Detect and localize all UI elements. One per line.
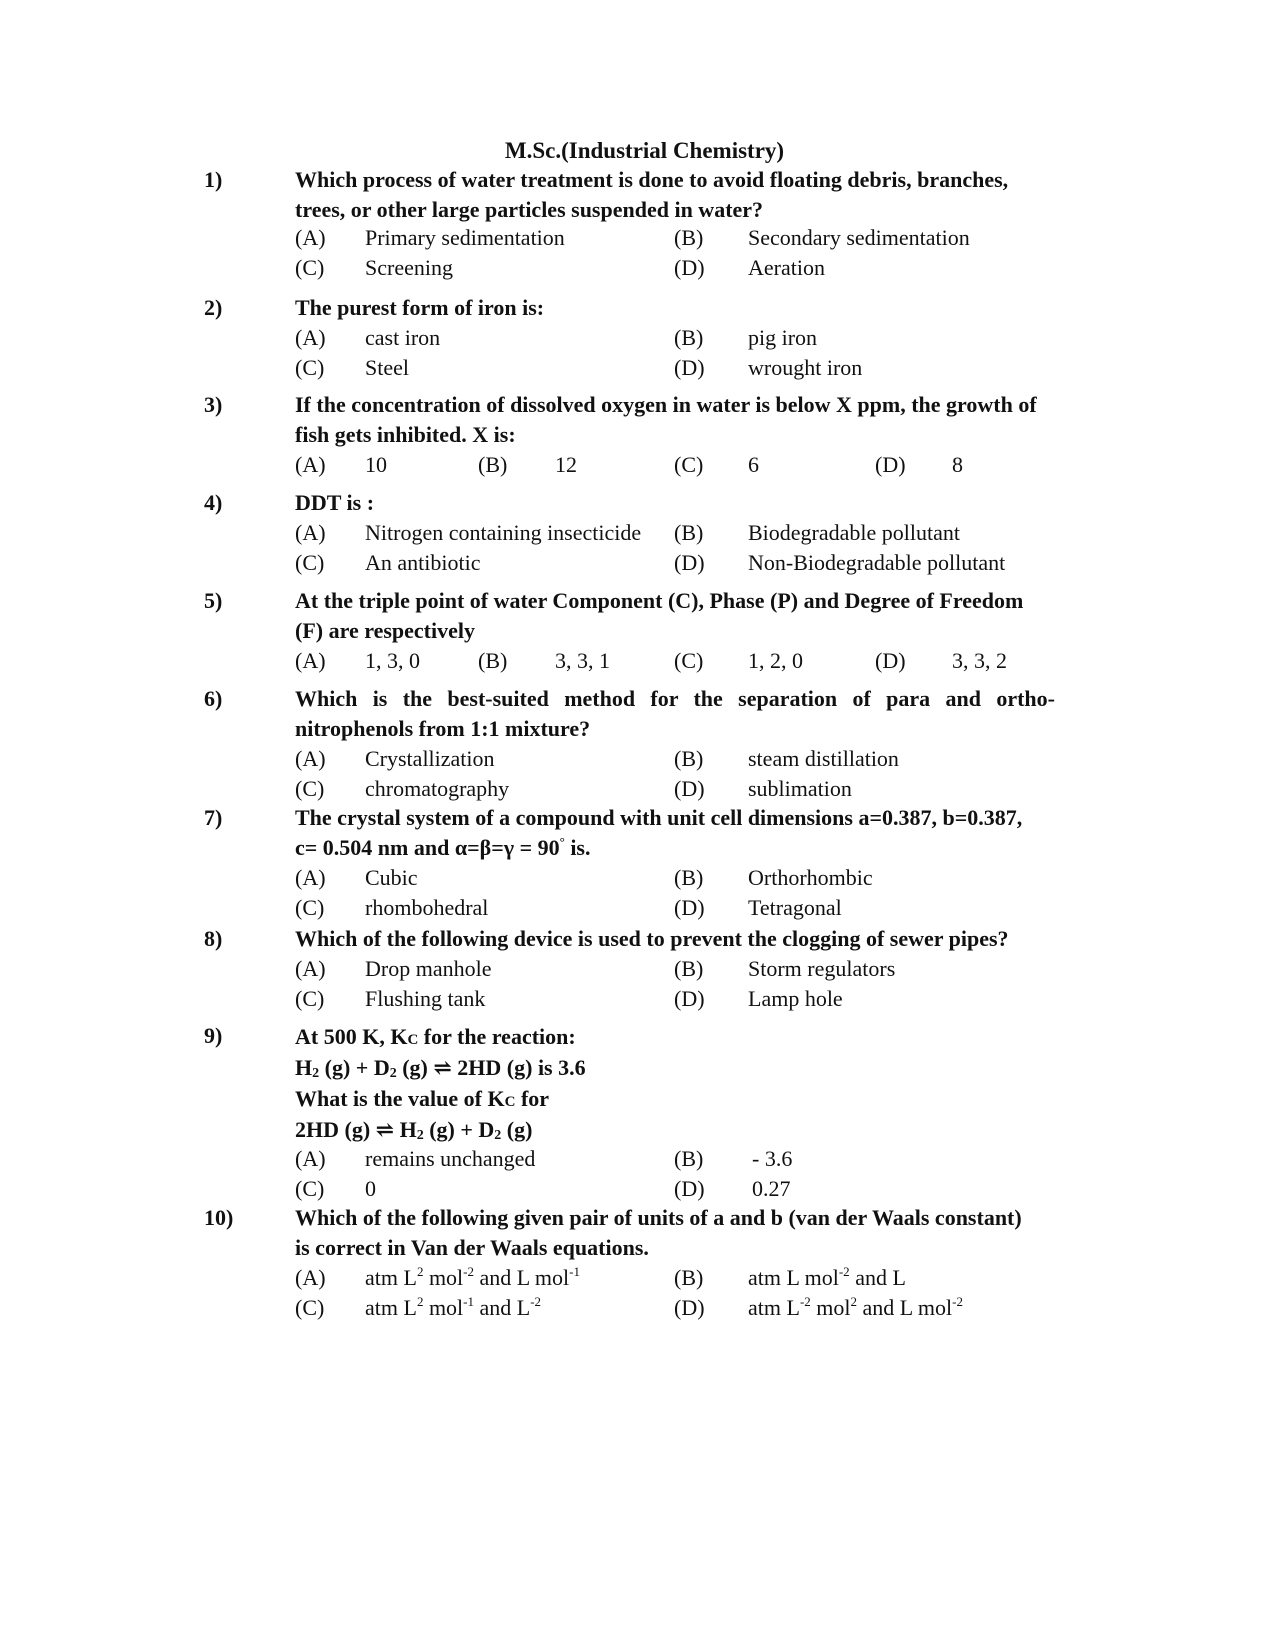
option-text: pig iron [748, 325, 818, 350]
stem-text: What is the value of K [295, 1086, 505, 1111]
option-text: Aeration [748, 255, 825, 280]
option-label: (A) [295, 225, 326, 250]
stem-text: is. [564, 835, 591, 860]
option-label: (D) [674, 895, 705, 920]
stem-text: for the reaction: [418, 1024, 576, 1049]
page-title: M.Sc.(Industrial Chemistry) [504, 138, 785, 163]
option-text: cast iron [365, 325, 441, 350]
question-stem [295, 803, 1055, 863]
stem-line [295, 1083, 1055, 1114]
option-text: Flushing tank [365, 986, 486, 1011]
question-number: 6) [204, 686, 223, 711]
question-number: 3) [204, 392, 223, 417]
option-text: 0.27 [752, 1176, 791, 1201]
stem-text: for [515, 1086, 550, 1111]
option-text: Lamp hole [748, 986, 843, 1011]
stem-line: nitrophenols from 1:1 mixture? [295, 716, 591, 741]
option-text: Tetragonal [748, 895, 842, 920]
option-label: (B) [674, 1265, 704, 1290]
option-label: (A) [295, 520, 326, 545]
option-label: (D) [674, 255, 705, 280]
option-label: (C) [295, 986, 325, 1011]
question-number: 1) [204, 167, 223, 192]
option-label: (D) [875, 452, 906, 477]
option-label: (C) [295, 255, 325, 280]
option-text: atm L mol$^{-2}$ and L [748, 1264, 906, 1290]
option-text: 12 [555, 452, 577, 477]
option-text: wrought iron [748, 355, 863, 380]
option-label: (D) [674, 986, 705, 1011]
question-stem [295, 1203, 1055, 1263]
stem-line: Which of the following device is used to prevent the clogging of sewer pipes? [295, 926, 1009, 951]
option-text: Biodegradable pollutant [748, 520, 960, 545]
option-label: (D) [674, 355, 705, 380]
option-text: 0 [365, 1176, 376, 1201]
question-number: 5) [204, 588, 223, 613]
question-number: 7) [204, 805, 223, 830]
option-text: Screening [365, 255, 453, 280]
option-label: (C) [295, 550, 325, 575]
question-stem [295, 165, 1055, 225]
option-label: (B) [674, 520, 704, 545]
option-text: Orthorhombic [748, 865, 873, 890]
option-label: (C) [295, 776, 325, 801]
stem-text: (g) + D [423, 1117, 495, 1142]
option-text: atm $L^2$ mol$^{-1}$ and $L^{-2}$ [365, 1294, 542, 1320]
option-label: (A) [295, 1146, 326, 1171]
option-label: (B) [478, 452, 508, 477]
option-text: steam distillation [748, 746, 899, 771]
option-label: (B) [674, 865, 704, 890]
option-label: (D) [674, 1176, 705, 1201]
option-text: 8 [952, 452, 963, 477]
option-text: rhombohedral [365, 895, 489, 920]
option-label: (D) [674, 550, 705, 575]
stem-line: At the triple point of water Component (C), Phase (P) and Degree of Freedom [295, 588, 1024, 613]
option-text: 3, 3, 1 [555, 648, 610, 673]
option-label: (B) [674, 746, 704, 771]
option-text: 1, 3, 0 [365, 648, 420, 673]
option-text: 10 [365, 452, 387, 477]
stem-line [295, 833, 1055, 863]
option-label: (D) [674, 776, 705, 801]
stem-line [295, 1021, 1055, 1052]
option-text: - 3.6 [752, 1146, 793, 1171]
option-text: chromatography [365, 776, 510, 801]
option-label: (A) [295, 746, 326, 771]
reaction-equation [295, 1052, 1055, 1083]
option-text: Cubic [365, 865, 418, 890]
question-stem [295, 684, 1055, 744]
stem-text: 2HD (g) ⇌ H [295, 1117, 417, 1142]
stem-text: H [295, 1055, 313, 1080]
stem-line: The crystal system of a compound with unit cell dimensions a=0.387, b=0.387, [295, 805, 1023, 830]
option-text: Non-Biodegradable pollutant [748, 550, 1006, 575]
option-text: Drop manhole [365, 956, 492, 981]
option-label: (C) [295, 1176, 325, 1201]
option-label: (B) [674, 956, 704, 981]
subscript: C [504, 1094, 516, 1110]
option-text: 1, 2, 0 [748, 648, 803, 673]
stem-line: (F) are respectively [295, 618, 475, 643]
stem-text: (g) [501, 1117, 533, 1142]
stem-line: The purest form of iron is: [295, 295, 545, 320]
stem-text: c= 0.504 nm and α=β=γ = 90 [295, 835, 560, 860]
question-number: 9) [204, 1023, 223, 1048]
option-label: (C) [295, 895, 325, 920]
subscript: 2 [416, 1128, 424, 1143]
option-label: (A) [295, 325, 326, 350]
option-text: 6 [748, 452, 759, 477]
stem-line: Which is the best-suited method for the separation of para and ortho- [295, 686, 1055, 711]
option-text: sublimation [748, 776, 852, 801]
stem-line: fish gets inhibited. X is: [295, 422, 516, 447]
subscript: 2 [494, 1128, 502, 1143]
stem-text: (g) ⇌ 2HD (g) is 3.6 [396, 1055, 586, 1080]
option-text: Nitrogen containing insecticide [365, 520, 642, 545]
question-stem [295, 390, 1055, 450]
question-stem [295, 924, 1055, 954]
option-label: (C) [295, 355, 325, 380]
stem-line: DDT is : [295, 490, 375, 515]
option-label: (A) [295, 865, 326, 890]
subscript: 2 [312, 1066, 320, 1081]
option-text: Steel [365, 355, 409, 380]
option-text: Primary sedimentation [365, 225, 565, 250]
option-text: remains unchanged [365, 1146, 536, 1171]
stem-line: If the concentration of dissolved oxygen in water is below X ppm, the growth of [295, 392, 1037, 417]
stem-text: (g) + D [319, 1055, 390, 1080]
option-label: (B) [674, 325, 704, 350]
option-label: (C) [295, 1295, 325, 1320]
question-number: 2) [204, 295, 223, 320]
stem-text: At 500 K, K [295, 1024, 408, 1049]
option-label: (A) [295, 1265, 326, 1290]
option-label: (C) [674, 452, 704, 477]
option-text: atm $L^{-2}$ mol$^2$ and L mol$^{-2}$ [748, 1294, 963, 1320]
question-stem [295, 586, 1055, 646]
stem-line: is correct in Van der Waals equations. [295, 1235, 649, 1260]
subscript: C [407, 1032, 419, 1048]
question-stem [295, 488, 1055, 518]
question-number: 4) [204, 490, 223, 515]
option-label: (A) [295, 452, 326, 477]
option-text: 3, 3, 2 [952, 648, 1007, 673]
option-label: (B) [674, 225, 704, 250]
option-label: (A) [295, 956, 326, 981]
option-label: (D) [875, 648, 906, 673]
question-stem [295, 293, 1055, 323]
option-text: Crystallization [365, 746, 495, 771]
question-number: 8) [204, 926, 223, 951]
option-text: atm $L^2$ mol$^{-2}$ and L mol$^{-1}$ [365, 1264, 580, 1290]
option-label: (C) [674, 648, 704, 673]
option-text: Secondary sedimentation [748, 225, 970, 250]
question-stem [295, 1021, 1055, 1145]
subscript: 2 [389, 1066, 397, 1081]
stem-line: trees, or other large particles suspended in water? [295, 197, 764, 222]
stem-line: Which process of water treatment is done to avoid floating debris, branches, [295, 167, 1009, 192]
reaction-equation [295, 1114, 1055, 1145]
option-label: (D) [674, 1295, 705, 1320]
stem-line: Which of the following given pair of units of a and b (van der Waals constant) [295, 1205, 1022, 1230]
option-text: An antibiotic [365, 550, 481, 575]
degree-sup: ° [559, 834, 565, 849]
question-number: 10) [204, 1205, 234, 1230]
option-text: Storm regulators [748, 956, 896, 981]
option-label: (B) [478, 648, 508, 673]
option-label: (A) [295, 648, 326, 673]
option-label: (B) [674, 1146, 704, 1171]
